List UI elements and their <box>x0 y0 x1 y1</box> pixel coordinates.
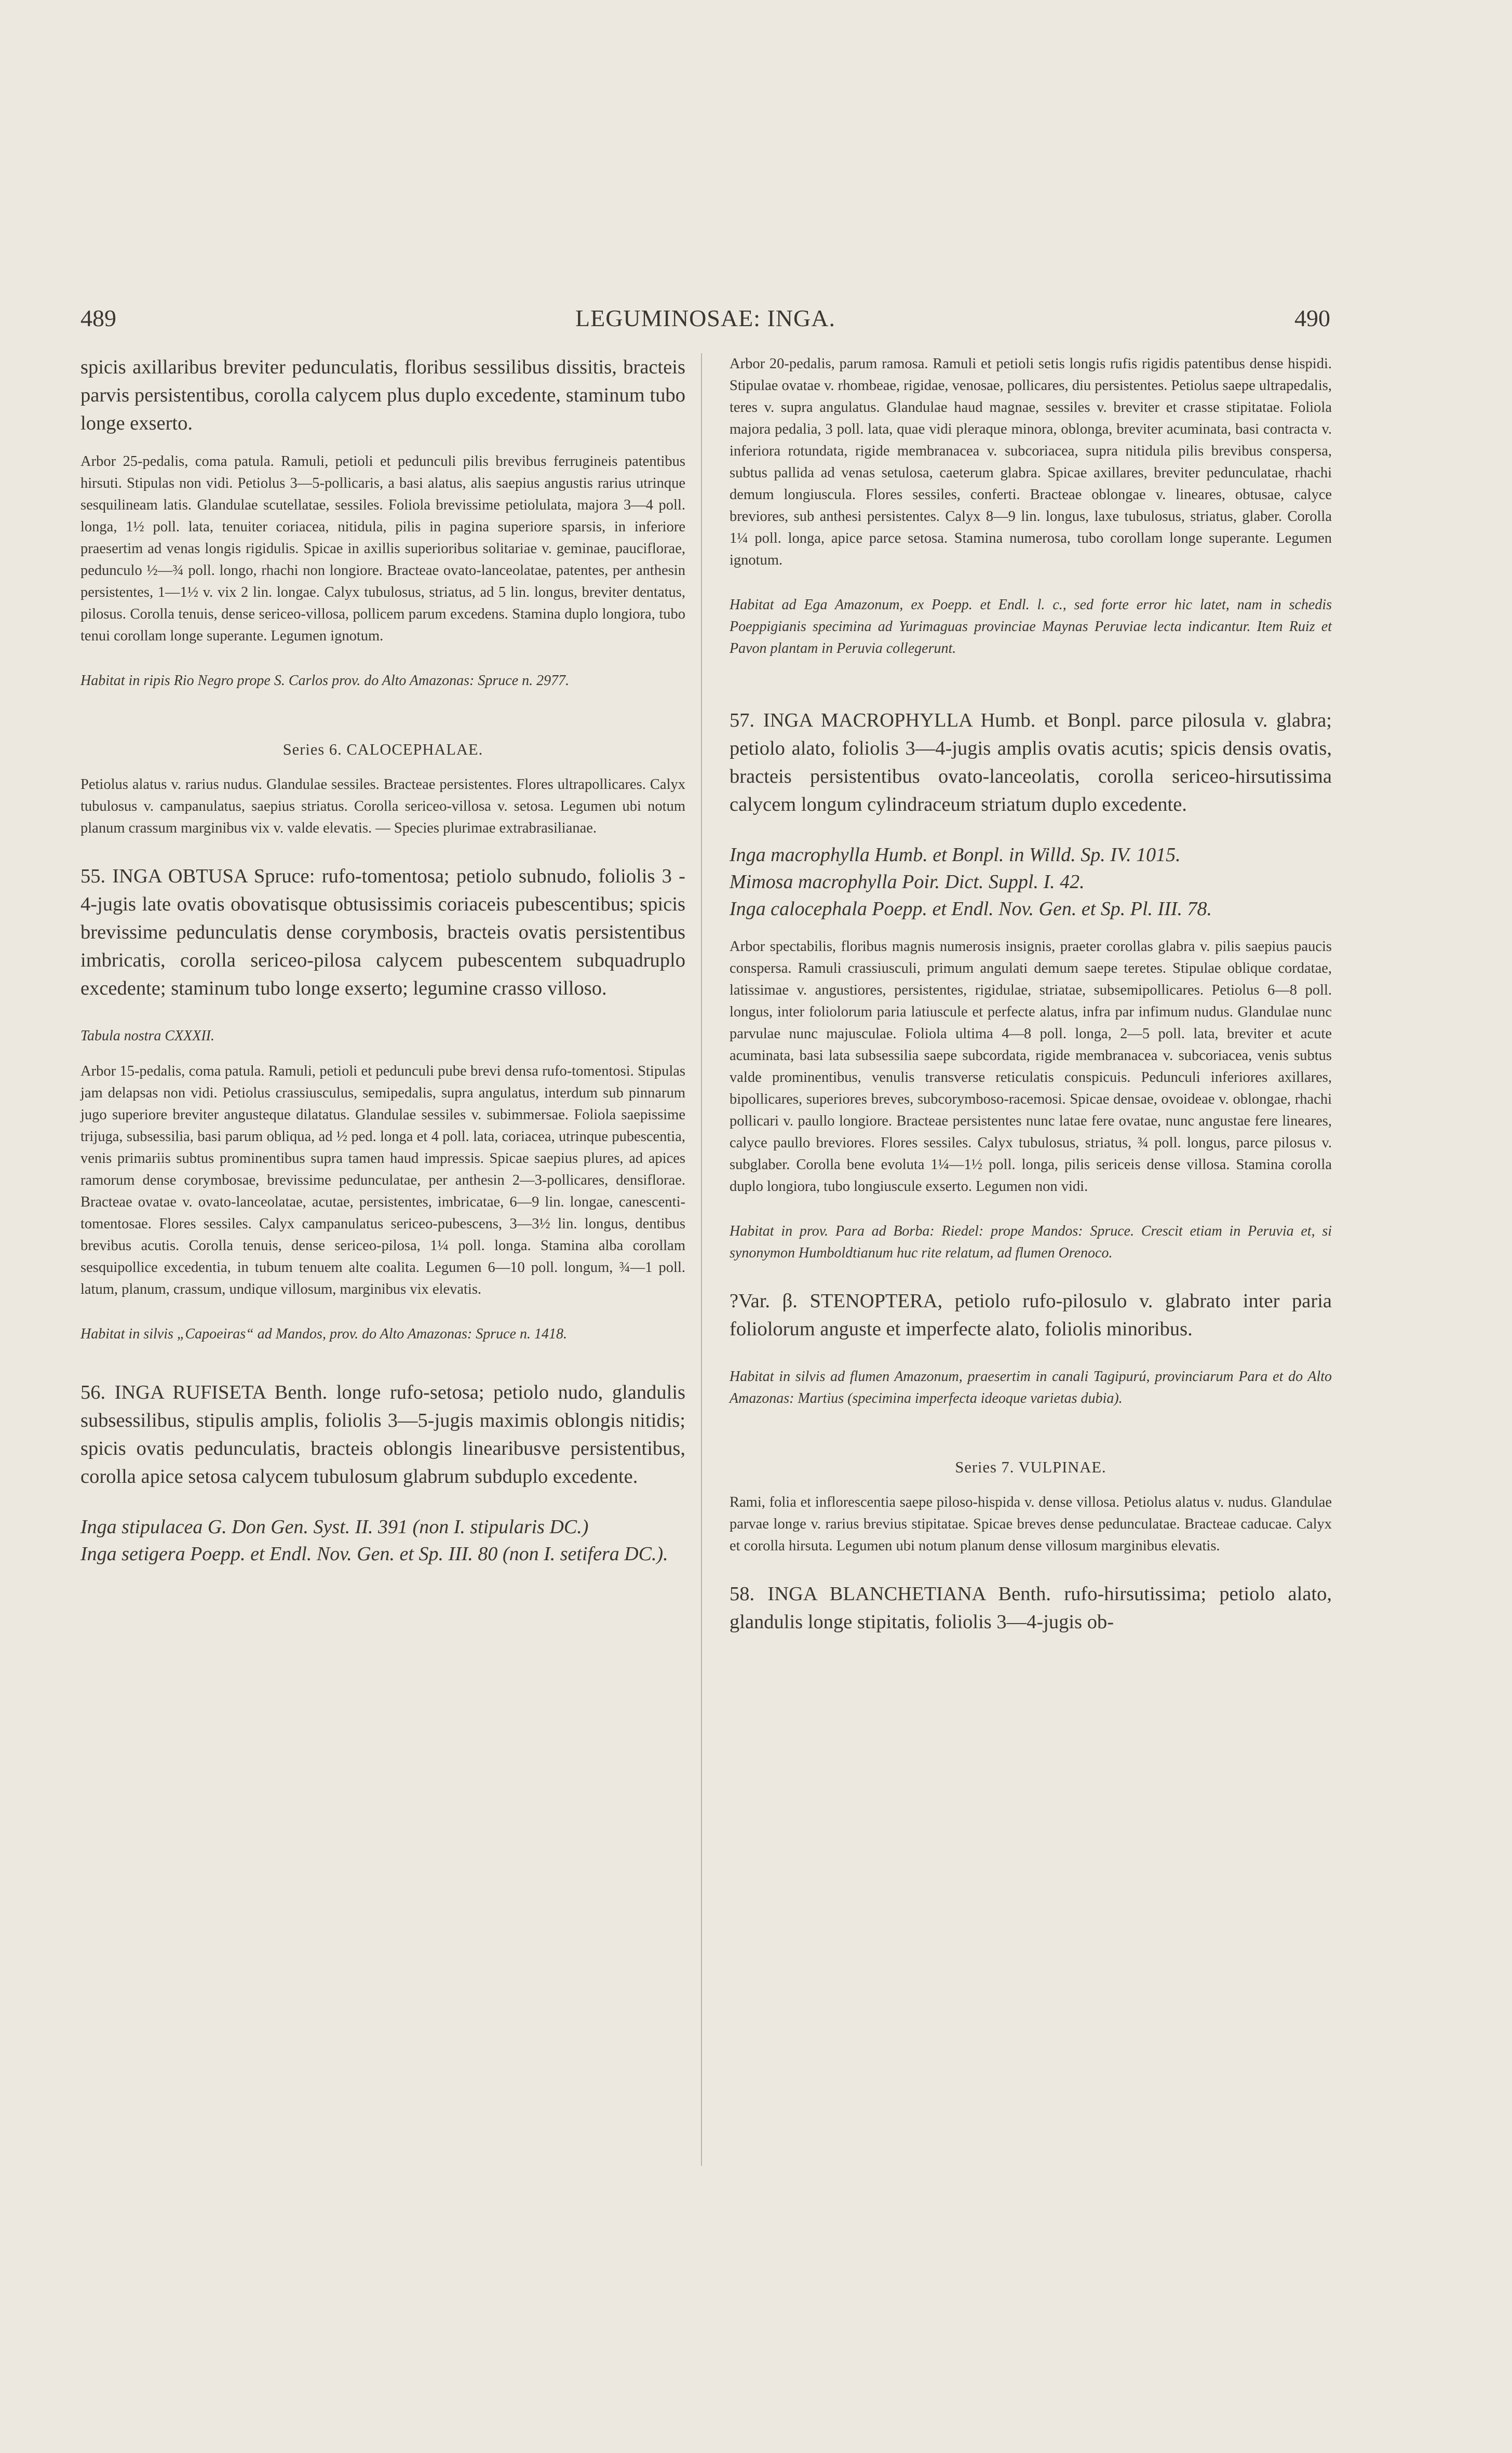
species-56-description: Arbor 20-pedalis, parum ramosa. Ramuli et petioli setis longis rufis rigidis patentibus dense hispidi. Stipulae ovatae v. rhombeae, rigidae, venosae, pollicares, diu persistentes. Petiolus saepe ultrapedalis, teres v. supra angulatus. Glandulae haud magnae, sessiles v. breviter et crasse stipitatae. Foliola majora pedalia, 3 poll. lata, quae vidi pleraque minora, oblonga, breviter acuminata, basi contracta v. inferiora rotundata, rigide membranacea v. subcoriacea, supra nitidula pilis brevibus conspersa, subtus pallida ad venas setulosa, caeterum glabra. Spicae axillares, breviter pedunculatae, rhachi demum longiuscula. Flores sessiles, conferti. Bracteae oblongae v. lineares, obtusae, calyce breviores, sub anthesi persistentes. Calyx 8—9 lin. longus, laxe tubulosus, striatus, glaber. Corolla 1¼ poll. longa, apice parce setosa. Stamina numerosa, tubo corollam longe superante. Legumen ignotum. <box>730 356 1332 568</box>
synonym: Inga macrophylla Humb. et Bonpl. in Willd. Sp. IV. 1015. <box>730 844 1181 866</box>
synonym: Inga calocephala Poepp. et Endl. Nov. Gen. et Sp. Pl. III. 78. <box>730 898 1212 920</box>
intro-paragraph: spicis axillaribus breviter pedunculatis, floribus sessilibus dissitis, bracteis parvis persistentibus, corolla calycem plus duplo excedente, staminum tubo longe exserto. <box>80 356 685 434</box>
synonym: Inga stipulacea G. Don Gen. Syst. II. 391 (non I. stipularis DC.) <box>80 1516 589 1538</box>
series-heading: Series 7. VULPINAE. <box>955 1458 1106 1476</box>
habitat-note: Habitat in ripis Rio Negro prope S. Carlos prov. do Alto Amazonas: Spruce n. 2977. <box>80 673 570 689</box>
page-number-right: 490 <box>1294 305 1330 331</box>
variety-paragraph: ?Var. β. STENOPTERA, petiolo rufo-pilosulo v. glabrato inter paria foliolorum anguste et imperfecte alato, foliolis minoribus. <box>730 1290 1332 1340</box>
species-56-diagnosis: 56. INGA RUFISETA Benth. longe rufo-setosa; petiolo nudo, glandulis subsessilibus, stipulis amplis, foliolis 3—5-jugis maximis oblongis nitidis; spicis ovatis pedunculatis, bracteis oblongis linearibusve persistentibus, corolla apice setosa calycem tubulosum glabrum subduplo excedente. <box>80 1382 685 1487</box>
species-57-diagnosis: 57. INGA MACROPHYLLA Humb. et Bonpl. parce pilosula v. glabra; petiolo alato, foliolis 3—4-jugis amplis ovatis acutis; spicis densis ovatis, bracteis persistentibus ovato-lanceolatis, corolla sericeo-hirsutissima calycem longum cylindraceum striatum duplo excedente. <box>730 709 1332 815</box>
species-55-description: Arbor 15-pedalis, coma patula. Ramuli, petioli et pedunculi pube brevi densa rufo-tomentosi. Stipulas jam delapsas non vidi. Petiolus crassiusculus, semipedalis, supra angulatus, interdum sub pinnarum jugo superiore breviter angusteque dilatatus. Glandulae sessiles v. subimmersae. Foliola saepissime trijuga, subsessilia, basi parum obliqua, ad ½ ped. longa et 4 poll. lata, coriacea, utrinque pubescentia, venis primariis subtus prominentibus supra tamen haud impressis. Spicae saepius plures, ad apices ramorum dense corymbosae, brevissime pedunculatae, per anthesin 2—3-pollicares, densiflorae. Bracteae ovatae v. ovato-lanceolatae, acutae, persistentes, imbricatae, 6—9 lin. longae, canescenti-tomentosae. Flores sessiles. Calyx campanulatus sericeo-pubescens, 3—3½ lin. longus, dentibus brevibus acutis. Corolla tenuis, dense sericeo-pilosa, 1¼ poll. longa. Stamina alba corollam sesquipollice excedentia, in tubum tenuem alte coalita. Legumen 6—10 poll. longum, ¾—1 poll. latum, planum, crassum, undique villosum, marginibus vix elevatis. <box>80 1063 685 1297</box>
series-description: Rami, folia et inflorescentia saepe piloso-hispida v. dense villosa. Petiolus alatus v. nudus. Glandulae parvae longe v. rarius brevius stipitatae. Spicae breves dense pedunculatae. Bracteae caducae. Calyx et corolla hirsuta. Legumen ubi notum planum dense villosum marginibus elevatis. <box>730 1494 1332 1554</box>
plate-reference: Tabula nostra CXXXII. <box>80 1028 214 1044</box>
series-description: Petiolus alatus v. rarius nudus. Glandulae sessiles. Bracteae persistentes. Flores ultrapollicares. Calyx tubulosus v. campanulatus, saepius striatus. Corolla sericeo-villosa v. setosa. Legumen ubi notum planum crassum marginibus vix v. valde elevatis. — Species plurimae extrabrasilianae. <box>80 776 685 836</box>
synonym: Mimosa macrophylla Poir. Dict. Suppl. I. 42. <box>730 871 1085 893</box>
description-paragraph: Arbor 25-pedalis, coma patula. Ramuli, petioli et pedunculi pilis brevibus ferrugineis patentibus hirsuti. Stipulas non vidi. Petiolus 3—5-pollicaris, a basi alatus, alis saepius angustis rarius utrinque sesquilineam latis. Glandulae scutellatae, sessiles. Foliola brevissime petiolulata, majora 3—4 poll. longa, 1½ poll. lata, tenuiter coriacea, nitidula, pilis in pagina superiore sparsis, in inferiore praesertim ad venas longis rigidulis. Spicae in axillis superioribus solitariae v. geminae, pauciflorae, pedunculo ½—¾ poll. longo, rhachi non longiore. Bracteae ovato-lanceolatae, patentes, per anthesin persistentes, 1—1½ v. vix 2 lin. longae. Calyx tubulosus, striatus, ad 5 lin. longus, breviter dentatus, pilosus. Corolla tenuis, dense sericeo-villosa, pollicem parum excedens. Stamina duplo longiora, tubo tenui corollam longe superante. Legumen ignotum. <box>80 453 685 644</box>
column-divider <box>701 353 702 2166</box>
species-55-diagnosis: 55. INGA OBTUSA Spruce: rufo-tomentosa; petiolo subnudo, foliolis 3 - 4-jugis late ovatis obovatisque obtusissimis coriaceis pubescentibus; spicis brevissime pedunculatis dense corymbosis, bracteis ovatis persistentibus imbricatis, corolla sericeo-pilosa calycem pubescentem subquadruplo excedente; staminum tubo longe exserto; legumine crasso villoso. <box>80 865 685 999</box>
species-55-habitat: Habitat in silvis „Capoeiras“ ad Mandos, prov. do Alto Amazonas: Spruce n. 1418. <box>80 1326 567 1342</box>
species-56-habitat: Habitat ad Ega Amazonum, ex Poepp. et Endl. l. c., sed forte error hic latet, nam in schedis Poeppigianis specimina ad Yurimaguas provinciae Maynas Peruviae lecta indicantur. Item Ruiz et Pavon plantam in Peruvia collegerunt. <box>730 597 1332 656</box>
variety-habitat: Habitat in silvis ad flumen Amazonum, praesertim in canali Tagipurú, provinciarum Para et do Alto Amazonas: Martius (specimina imperfecta ideoque varietas dubia). <box>730 1369 1332 1406</box>
page-number-left: 489 <box>80 305 116 331</box>
page-header <box>80 300 1330 342</box>
right-column <box>730 353 1332 1636</box>
running-title: LEGUMINOSAE: INGA. <box>575 305 835 331</box>
species-57-description: Arbor spectabilis, floribus magnis numerosis insignis, praeter corollas glabra v. pilis saepius paucis conspersa. Ramuli crassiusculi, primum angulati demum saepe teretes. Stipulae oblique cordatae, latissimae v. angustiores, persistentes, rigidulae, striatae, subsemipollicares. Petiolus 6—8 poll. longus, inter foliolorum paria latiuscule et perfecte alatus, infra par infimum nudus. Glandulae nunc parvulae nunc majusculae. Foliola ultima 4—8 poll. longa, 2—5 poll. lata, breviter et acute acuminata, basi lata subsessilia saepe subcordata, rigide membranacea v. subcoriacea, venis subtus valde prominentibus, venulis transverse reticulatis conspicuis. Pedunculi inferiores axillares, bipollicares, superiores breves, subcorymboso-racemosi. Spicae densae, ovoideae v. oblongae, rhachi pollicari v. paullo longiore. Bracteae persistentes nunc latae fere ovatae, nunc angustae fere lineares, calyce paullo breviores. Flores sessiles. Calyx tubulosus, striatus, ¾ poll. longus, parce pilosus v. subglaber. Corolla bene evoluta 1¼—1½ poll. longa, pilis sericeis dense villosa. Stamina corolla duplo longiora, tubo longiuscule exserto. Legumen non vidi. <box>730 939 1332 1195</box>
species-58-diagnosis: 58. INGA BLANCHETIANA Benth. rufo-hirsutissima; petiolo alato, glandulis longe stipitatis, foliolis 3—4-jugis ob- <box>730 1583 1332 1633</box>
left-column <box>80 353 685 1567</box>
species-57-habitat: Habitat in prov. Para ad Borba: Riedel: prope Mandos: Spruce. Crescit etiam in Peruvia et, si synonymon Humboldtianum huc rite relatum, ad flumen Orenoco. <box>730 1223 1332 1261</box>
synonym: Inga setigera Poepp. et Endl. Nov. Gen. et Sp. III. 80 (non I. setifera DC.). <box>80 1543 668 1565</box>
series-heading: Series 6. CALOCEPHALAE. <box>282 741 483 758</box>
